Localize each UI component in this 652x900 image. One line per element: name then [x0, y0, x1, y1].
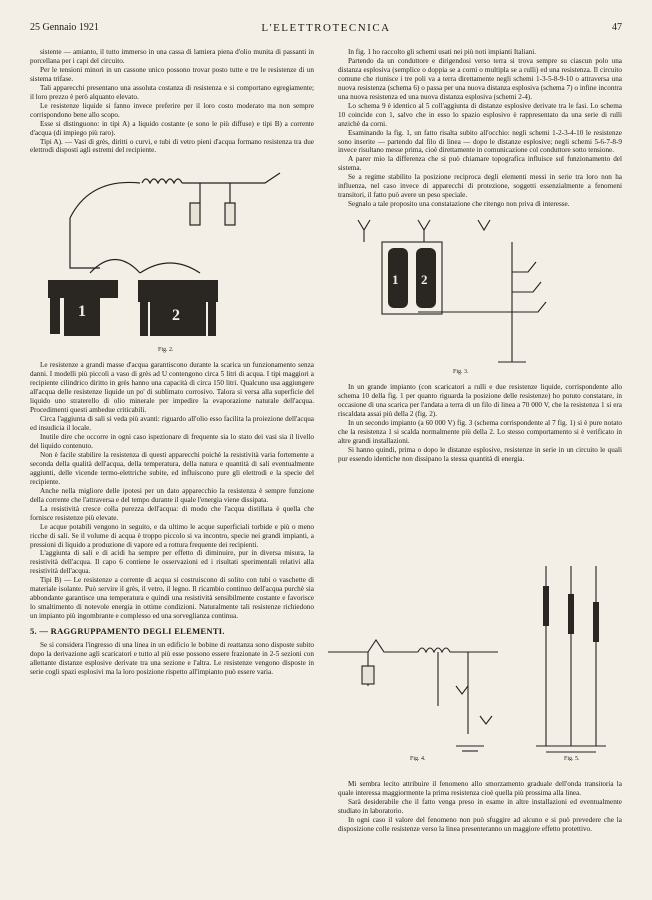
paragraph: L'aggiunta di sali e di acidi ha sempre per effetto di diminuire, pur in diversa misura, la resistività dell'acqua. Il capo 6 contiene le osservazioni ed i risultati sperimentali relativi alla resistività dell'acqua.: [30, 549, 314, 576]
paragraph: In ogni caso il valore del fenomeno non può sfuggire ad alcuno e si può prevedere che la disposizione colle resistenze verso la linea presenteranno un maggiore effetto protettivo.: [338, 815, 622, 833]
figure-3-caption: Fig. 3.: [453, 369, 469, 376]
figure-2-drawing: [30, 158, 314, 348]
issue-date: 25 Gennaio 1921: [30, 22, 99, 33]
paragraph: Tipi B) — Le resistenze a corrente di acqua si costruiscono di solito con tubi o vaschette di materiale isolante. Può servire il grès, il vetro, il legno. Il ricambio continuo dell'acqua purchè sia abbondante garantisce una temperatura e quindi una resistività sensibilmente costante e favorisce lo smaltimento di notevole energia in ottime condizioni. Naturalmente tali resistenze richiedono un impianto più ingombrante e complesso ed una sorveglianza continua.: [30, 576, 314, 621]
paragraph: La resistività cresce colla purezza dell'acqua: di modo che l'acqua distillata è quella che fornisce resistenze più elevate.: [30, 504, 314, 522]
paragraph: Non è facile stabilire la resistenza di questi apparecchi poichè la resistività varia fortemente a seconda della qualità dell'acqua, della temperatura, della natura e quantità di sali eventualmente aggiunti, delle vicende termo-elettriche subite, ed influiscono pure gli elettrodi e la specie del recipiente.: [30, 450, 314, 486]
paragraph: In fig. 1 ho raccolto gli schemi usati nei più noti impianti Italiani.: [348, 48, 537, 56]
paragraph: Anche nella migliore delle ipotesi per un dato apparecchio la resistenza è sempre funzione della corrente che l'attraversa e del tempo durante il quale l'energia viene dissipata.: [30, 486, 314, 504]
fig2-coil: [142, 179, 182, 183]
fig2-label-1: 1: [78, 303, 86, 321]
figure-4-caption: Fig. 4.: [410, 756, 426, 761]
right-column: [338, 48, 622, 464]
paragraph: Le resistenze liquide si fanno invece preferire per il loro costo moderato ma non sempre corrispondono bene allo scopo.: [30, 101, 314, 119]
paragraph: Le acque potabili vengono in seguito, e da ultimo le acque superficiali torbide e più o meno ricche di sali. Se il volume di acqua è troppo piccolo si va incontro, specie nei grandi impianti, a pressioni di liquido a produzione di vapore ed a rottura frequente dei recipienti.: [30, 522, 314, 549]
fig3-zigzag-1: [358, 220, 370, 230]
paragraph: Per le tensioni minori in un cassone unico possono trovar posto tutte e tre le resistenze di un sistema trifase.: [30, 65, 314, 83]
paragraph: Esaminando la fig. 1, un fatto risalta subito all'occhio: negli schemi 1-2-3-4-10 le resistenze sono inserite — partendo dal filo di linea — dopo le distanze esplosive; negli schemi 5-6-7-8-9 invece risultano messe prima, cioè direttamente in comunicazione col conduttore sotto tensione.: [338, 128, 622, 155]
figure-5-drawing: [526, 566, 626, 761]
paragraph: Mi sembra lecito attribuire il fenomeno allo smorzamento graduale dell'onda transitoria la quale interessa maggiormente la prima resistenza cioè quella più prossima alla linea.: [338, 780, 622, 797]
paragraph: Tipi A). — Vasi di grès, diritti o curvi, e tubi di vetro pieni d'acqua formano resistenza tra due elettrodi disposti agli estremi del recipiente.: [30, 137, 314, 155]
fig2-insulator-1: [190, 203, 200, 225]
fig3-zigzag-3: [478, 220, 490, 230]
fig3-resistors: [382, 242, 442, 314]
fig2-bridge-2: [140, 263, 200, 273]
paragraph: Se si considera l'ingresso di una linea in un edificio le bobine di reattanza sono disposte subito dopo la derivazione agli scaricatori e tutto al più esse possono essere frazionate in 2-5 sezioni con allettante distanze esplosive derivate tra una sezione e l'altra. Le resistenze vengono disposte in serie cogli spazi esplosivi ma la loro posizione rispetto all'impianto può essere varia.: [30, 641, 314, 676]
figure-5-caption: Fig. 5.: [564, 756, 580, 761]
paragraph: A parer mio la differenza che si può chiamare topografica influisce sul funzionamento del sistema.: [338, 155, 622, 173]
fig3-branch-3: [512, 302, 546, 312]
fig2-bridge: [90, 260, 140, 274]
fig2-insulator-2: [225, 203, 235, 225]
figure-3: [338, 212, 622, 380]
fig4-line-top: [328, 640, 418, 652]
fig3-branch-1: [512, 262, 536, 272]
paragraph: Si hanno quindi, prima o dopo le distanze esplosive, resistenze in serie in un circuito le quali pur essendo identiche non dissipano la stessa quantità di energia.: [338, 445, 622, 463]
page-header: [30, 22, 622, 38]
fig4-gap-2: [480, 716, 492, 724]
figure-4-drawing: [318, 566, 518, 761]
paragraph: Segnalo a tale proposito una constatazione che ritengo non priva di interesse.: [348, 200, 570, 209]
journal-title: L'ELETTROTECNICA: [261, 22, 391, 34]
fig3-label-1: 1: [392, 272, 399, 288]
figure-3-drawing: [338, 212, 622, 370]
fig2-wire-to-tank: [70, 218, 100, 268]
section-heading: 5. — RAGGRUPPAMENTO DEGLI ELEMENTI.: [30, 626, 225, 637]
fig2-line-wire: [70, 183, 140, 219]
figures-4-5: [318, 566, 628, 776]
fig4-gap-1: [456, 686, 468, 694]
fig2-wire-right: [182, 173, 280, 183]
paragraph: In un secondo impianto (a 60 000 V) fig. 3 (schema corrispondente al 7 fig. 1) si è pure notato che la resistenza 1 si scalda normalmente più della 2. Lo stesso comportamento si è verificato in altre grandi installazioni.: [338, 418, 622, 445]
left-column: [30, 48, 314, 677]
paragraph: Se a regime stabilito la posizione reciproca degli elementi messi in serie tra loro non ha influenza, nel caso invece di apparecchi di protezione, soggetti essenzialmente a fenomeni transitori, il fatto può avere un peso speciale.: [338, 173, 622, 200]
fig3-label-2: 2: [421, 272, 428, 288]
fig4-coil: [418, 648, 450, 652]
paragraph: Sarà desiderabile che il fatto venga preso in esame in altre installazioni ed eventualmente studiato in laboratorio.: [338, 797, 622, 815]
paragraph: Partendo da un conduttore e dirigendosi verso terra si trova sempre su ciascun polo una distanza esplosiva (semplice o doppia se a corni o multipla se a rulli) ed una resistenza. Il circuito comune che riunisce i tre poli va a terra direttamente negli schemi 1-3-5-8-9-10 o attraversa una nuova resistenza (schema 6) o passa per una nuova distanza esplosiva (schema 7) o infine incontra una nuova resistenza ed una nuova distanza esplosiva (schemi 2-4).: [338, 56, 622, 101]
paragraph: Tali apparecchi presentano una assoluta costanza di resistenza e si comportano egregiamente; il loro prezzo è però alquanto elevato.: [30, 83, 314, 101]
fig3-branch-2: [512, 282, 541, 292]
paragraph: Esse si distinguono: in tipi A) a liquido costante (e sono le più diffuse) e tipi B) a corrente d'acqua (di impiego più raro).: [30, 119, 314, 137]
figure-2: [30, 158, 314, 358]
paragraph: Circa l'aggiunta di sali si veda più avanti: riguardo all'olio esso facilita la proiezione dell'acqua ed insudicia il locale.: [30, 415, 314, 433]
fig3-zigzag-2: [418, 220, 430, 230]
paragraph: In un grande impianto (con scaricatori a rulli e due resistenze liquide, corrispondente allo schema 10 della fig. 1 per quanto riguarda la posizione delle resistenze) ho potuto constatare, in occasione di una scarica per l'andata a terra di un filo di linea a 70 000 V, che la resistenza 1 si era riscaldata assai più della 2 (fig. 2).: [338, 383, 622, 419]
fig4-resistor: [362, 666, 374, 684]
fig5-insulators: [543, 586, 599, 642]
page-number: 47: [612, 22, 622, 33]
paragraph: Lo schema 9 è identico al 5 coll'aggiunta di distanze esplosive derivate tra le fasi. Lo schema 10 coincide con 1, salvo che in esso lo spazio esplosivo è rappresentato da una serie di rulli anzichè da corni.: [338, 101, 622, 128]
paragraph: Inutile dire che occorre in ogni caso ispezionare di frequente sia lo stato dei vasi sia il livello del liquido contenuto.: [30, 433, 314, 451]
paragraph: Le resistenze a grandi masse d'acqua garantiscono durante la scarica un funzionamento senza danni. I modelli più piccoli a vaso di grès ad U contengono circa 5 litri di acqua. I tipi maggiori a recipiente cilindrico diritto in grès hanno una capacità di circa 150 litri. Qualcuno usa aggiungere all'acqua delle resistenze liquide un po' di sublimato corrosivo. Talora si versa alla superficie del liquido uno straterello di olio minerale per impedire la evaporazione naturale dell'acqua. Procedimenti questi ambedue criticabili.: [30, 361, 314, 415]
fig2-label-2: 2: [172, 307, 180, 325]
figure-2-caption: Fig. 2.: [158, 347, 174, 354]
paragraph: sistente — amianto, il tutto immerso in una cassa di lamiera piena d'olio munita di passanti in porcellana per i capi del circuito.: [30, 48, 314, 65]
right-column-bottom: [338, 780, 622, 834]
